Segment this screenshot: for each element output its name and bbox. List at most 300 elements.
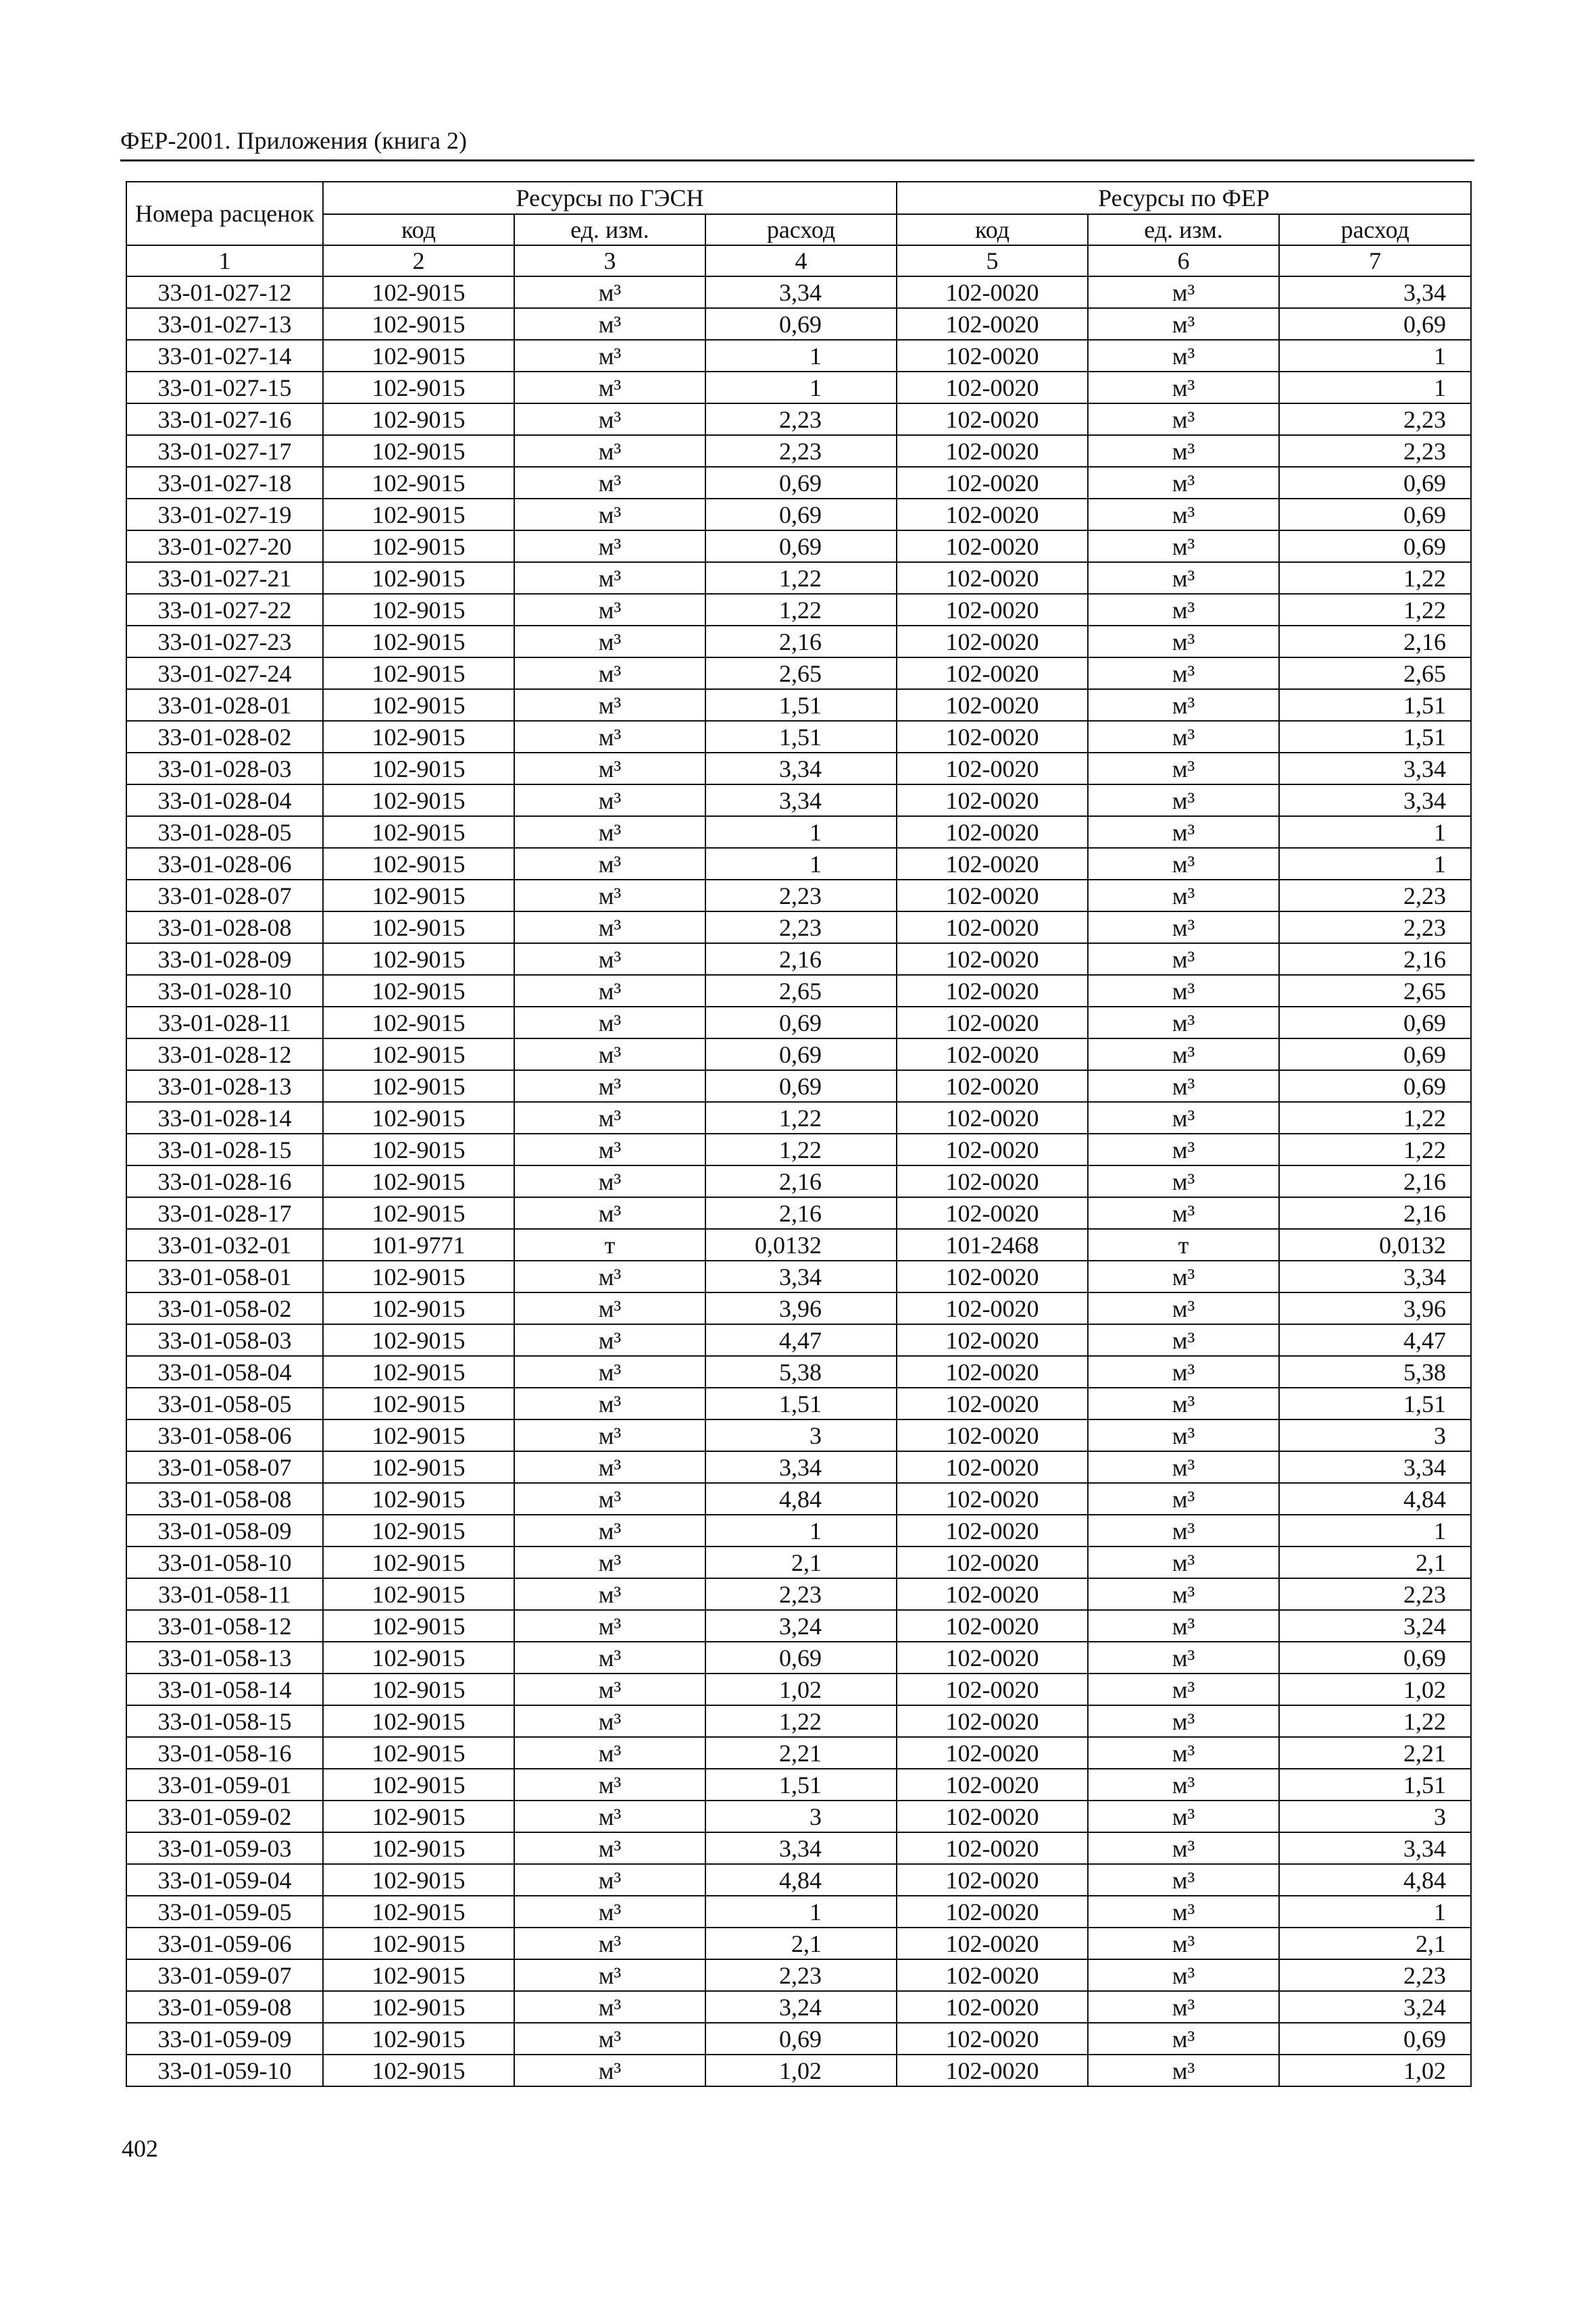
gesn-code-cell: 102-9015 [323,2023,514,2055]
fer-unit-cell: м³ [1088,848,1279,880]
fer-unit-cell: м³ [1088,1864,1279,1896]
fer-qty-cell: 3,24 [1279,1610,1471,1642]
table-row [126,1991,1471,2023]
fer-unit-cell: м³ [1088,657,1279,689]
fer-code-cell: 102-0020 [897,911,1088,943]
gesn-qty-cell: 3,24 [705,1991,897,2023]
gesn-qty-cell: 1 [705,848,897,880]
gesn-code-cell: 102-9015 [323,848,514,880]
fer-code-cell: 102-0020 [897,1388,1088,1419]
gesn-qty-cell: 0,69 [705,499,897,530]
fer-unit-cell: м³ [1088,1705,1279,1737]
gesn-qty-cell: 3 [705,1419,897,1451]
gesn-unit-cell: м³ [514,1578,705,1610]
fer-code-cell: 102-0020 [897,784,1088,816]
fer-qty-cell: 0,69 [1279,530,1471,562]
rate-number-cell: 33-01-058-16 [126,1737,323,1769]
fer-qty-cell: 1,51 [1279,1769,1471,1801]
table-row [126,911,1471,943]
fer-code-cell: 102-0020 [897,753,1088,784]
fer-qty-cell: 3,34 [1279,753,1471,784]
gesn-unit-cell: м³ [514,1388,705,1419]
rate-number-cell: 33-01-059-02 [126,1801,323,1832]
rate-number-cell: 33-01-032-01 [126,1229,323,1261]
fer-unit-cell: м³ [1088,308,1279,340]
fer-code-cell: 102-0020 [897,1451,1088,1483]
gesn-unit-cell: м³ [514,562,705,594]
table-row [126,1134,1471,1165]
gesn-qty-cell: 1,22 [705,562,897,594]
fer-qty-cell: 3,24 [1279,1991,1471,2023]
rate-number-cell: 33-01-027-18 [126,467,323,499]
fer-code-cell: 102-0020 [897,1197,1088,1229]
gesn-code-cell: 102-9015 [323,721,514,753]
gesn-unit-cell: м³ [514,1769,705,1801]
fer-code-cell: 102-0020 [897,1642,1088,1674]
rate-number-cell: 33-01-027-19 [126,499,323,530]
fer-code-cell: 102-0020 [897,626,1088,657]
rate-number-cell: 33-01-027-17 [126,435,323,467]
rate-number-cell: 33-01-059-06 [126,1928,323,1959]
resources-table [126,181,1472,2087]
gesn-code-cell: 101-9771 [323,1229,514,1261]
gesn-code-cell: 102-9015 [323,1165,514,1197]
gesn-qty-cell: 2,23 [705,1959,897,1991]
fer-code-cell: 102-0020 [897,1769,1088,1801]
gesn-unit-cell: м³ [514,1419,705,1451]
fer-code-cell: 102-0020 [897,1419,1088,1451]
gesn-unit-cell: м³ [514,276,705,308]
fer-unit-cell: м³ [1088,1737,1279,1769]
gesn-unit-cell: м³ [514,1356,705,1388]
gesn-qty-cell: 3,34 [705,1832,897,1864]
gesn-code-cell: 102-9015 [323,1483,514,1515]
table-row [126,1546,1471,1578]
gesn-qty-cell: 1,51 [705,689,897,721]
fer-unit-cell: м³ [1088,1769,1279,1801]
column-number: 4 [705,245,897,276]
gesn-unit-cell: м³ [514,1197,705,1229]
fer-unit-cell: м³ [1088,1451,1279,1483]
rate-number-cell: 33-01-028-10 [126,975,323,1007]
gesn-qty-cell: 0,69 [705,1070,897,1102]
fer-code-cell: 102-0020 [897,1102,1088,1134]
fer-qty-cell: 3,34 [1279,1451,1471,1483]
gesn-unit-cell: м³ [514,594,705,626]
fer-code-cell: 102-0020 [897,562,1088,594]
table-row [126,689,1471,721]
gesn-unit-cell: м³ [514,1292,705,1324]
fer-unit-cell: м³ [1088,1832,1279,1864]
gesn-qty-cell: 1,22 [705,1705,897,1737]
header-fer-code: код [897,214,1088,245]
fer-unit-cell: м³ [1088,1896,1279,1928]
fer-code-cell: 102-0020 [897,1038,1088,1070]
gesn-unit-cell: м³ [514,1324,705,1356]
gesn-code-cell: 102-9015 [323,1261,514,1292]
fer-unit-cell: м³ [1088,372,1279,403]
rate-number-cell: 33-01-058-03 [126,1324,323,1356]
fer-qty-cell: 2,16 [1279,943,1471,975]
gesn-code-cell: 102-9015 [323,784,514,816]
fer-code-cell: 102-0020 [897,2055,1088,2086]
gesn-code-cell: 102-9015 [323,1769,514,1801]
table-row [126,1261,1471,1292]
fer-unit-cell: м³ [1088,1959,1279,1991]
fer-code-cell: 102-0020 [897,276,1088,308]
gesn-qty-cell: 2,23 [705,1578,897,1610]
gesn-qty-cell: 1,51 [705,721,897,753]
fer-qty-cell: 0,69 [1279,2023,1471,2055]
fer-qty-cell: 2,21 [1279,1737,1471,1769]
gesn-code-cell: 102-9015 [323,1991,514,2023]
gesn-qty-cell: 2,23 [705,403,897,435]
rate-number-cell: 33-01-027-21 [126,562,323,594]
gesn-qty-cell: 1 [705,1896,897,1928]
gesn-qty-cell: 2,1 [705,1546,897,1578]
fer-qty-cell: 2,16 [1279,1197,1471,1229]
gesn-code-cell: 102-9015 [323,276,514,308]
table-row [126,340,1471,372]
fer-qty-cell: 1,22 [1279,594,1471,626]
table-row [126,1356,1471,1388]
table-row [126,1388,1471,1419]
rate-number-cell: 33-01-058-13 [126,1642,323,1674]
rate-number-cell: 33-01-059-05 [126,1896,323,1928]
fer-unit-cell: м³ [1088,1134,1279,1165]
table-row [126,1197,1471,1229]
table-row [126,816,1471,848]
table-row [126,1610,1471,1642]
fer-code-cell: 102-0020 [897,1705,1088,1737]
gesn-qty-cell: 3,34 [705,784,897,816]
fer-qty-cell: 0,69 [1279,1642,1471,1674]
gesn-unit-cell: м³ [514,499,705,530]
fer-code-cell: 102-0020 [897,1832,1088,1864]
table-row [126,784,1471,816]
fer-qty-cell: 2,16 [1279,626,1471,657]
rate-number-cell: 33-01-058-11 [126,1578,323,1610]
fer-unit-cell: м³ [1088,816,1279,848]
fer-unit-cell: м³ [1088,1546,1279,1578]
fer-qty-cell: 3,96 [1279,1292,1471,1324]
fer-code-cell: 102-0020 [897,1007,1088,1038]
table-row [126,626,1471,657]
table-row [126,1737,1471,1769]
gesn-unit-cell: м³ [514,1515,705,1546]
gesn-code-cell: 102-9015 [323,1388,514,1419]
fer-unit-cell: м³ [1088,1102,1279,1134]
fer-unit-cell: м³ [1088,1483,1279,1515]
fer-unit-cell: м³ [1088,1356,1279,1388]
fer-qty-cell: 1,51 [1279,721,1471,753]
gesn-unit-cell: т [514,1229,705,1261]
table-row [126,372,1471,403]
gesn-unit-cell: м³ [514,975,705,1007]
gesn-unit-cell: м³ [514,1991,705,2023]
gesn-qty-cell: 1 [705,340,897,372]
fer-qty-cell: 1,22 [1279,1705,1471,1737]
table-row [126,1102,1471,1134]
gesn-unit-cell: м³ [514,435,705,467]
gesn-code-cell: 102-9015 [323,1451,514,1483]
fer-code-cell: 102-0020 [897,1324,1088,1356]
gesn-qty-cell: 2,65 [705,657,897,689]
fer-code-cell: 102-0020 [897,1959,1088,1991]
table-row [126,308,1471,340]
fer-code-cell: 102-0020 [897,1928,1088,1959]
gesn-unit-cell: м³ [514,530,705,562]
gesn-qty-cell: 2,65 [705,975,897,1007]
gesn-code-cell: 102-9015 [323,1896,514,1928]
fer-unit-cell: м³ [1088,530,1279,562]
gesn-qty-cell: 1,22 [705,1134,897,1165]
fer-code-cell: 102-0020 [897,975,1088,1007]
gesn-qty-cell: 3,96 [705,1292,897,1324]
fer-code-cell: 102-0020 [897,1261,1088,1292]
fer-unit-cell: м³ [1088,2055,1279,2086]
table-header [126,182,1471,276]
rate-number-cell: 33-01-028-06 [126,848,323,880]
gesn-unit-cell: м³ [514,1642,705,1674]
gesn-qty-cell: 3,34 [705,1451,897,1483]
table-row [126,943,1471,975]
gesn-code-cell: 102-9015 [323,1737,514,1769]
gesn-code-cell: 102-9015 [323,1546,514,1578]
gesn-unit-cell: м³ [514,626,705,657]
fer-qty-cell: 2,65 [1279,975,1471,1007]
fer-qty-cell: 2,65 [1279,657,1471,689]
fer-unit-cell: м³ [1088,1165,1279,1197]
gesn-qty-cell: 1 [705,372,897,403]
gesn-unit-cell: м³ [514,2055,705,2086]
fer-unit-cell: м³ [1088,562,1279,594]
header-rule [120,159,1474,161]
fer-qty-cell: 2,23 [1279,1959,1471,1991]
fer-code-cell: 102-0020 [897,1356,1088,1388]
gesn-qty-cell: 1,02 [705,1674,897,1705]
gesn-qty-cell: 2,16 [705,1165,897,1197]
rate-number-cell: 33-01-028-17 [126,1197,323,1229]
rate-number-cell: 33-01-027-15 [126,372,323,403]
gesn-unit-cell: м³ [514,1864,705,1896]
fer-qty-cell: 2,23 [1279,435,1471,467]
rate-number-cell: 33-01-028-05 [126,816,323,848]
table-row [126,1070,1471,1102]
table-row [126,2023,1471,2055]
fer-qty-cell: 1,22 [1279,1102,1471,1134]
gesn-qty-cell: 2,16 [705,626,897,657]
fer-unit-cell: м³ [1088,467,1279,499]
gesn-unit-cell: м³ [514,943,705,975]
gesn-qty-cell: 0,69 [705,1007,897,1038]
table-row [126,530,1471,562]
table-body [126,276,1471,2086]
fer-unit-cell: т [1088,1229,1279,1261]
rate-number-cell: 33-01-028-07 [126,880,323,911]
fer-unit-cell: м³ [1088,435,1279,467]
table-row [126,1896,1471,1928]
gesn-code-cell: 102-9015 [323,626,514,657]
fer-unit-cell: м³ [1088,943,1279,975]
table-row [126,753,1471,784]
table-row [126,499,1471,530]
table-row [126,1928,1471,1959]
gesn-unit-cell: м³ [514,1483,705,1515]
rate-number-cell: 33-01-027-13 [126,308,323,340]
fer-code-cell: 102-0020 [897,1165,1088,1197]
gesn-code-cell: 102-9015 [323,403,514,435]
fer-unit-cell: м³ [1088,626,1279,657]
fer-unit-cell: м³ [1088,1801,1279,1832]
gesn-unit-cell: м³ [514,1070,705,1102]
gesn-code-cell: 102-9015 [323,1324,514,1356]
gesn-code-cell: 102-9015 [323,499,514,530]
header-gesn-code: код [323,214,514,245]
gesn-qty-cell: 0,69 [705,467,897,499]
header-fer-qty: расход [1279,214,1471,245]
fer-qty-cell: 1,02 [1279,1674,1471,1705]
column-number: 3 [514,245,705,276]
rate-number-cell: 33-01-058-06 [126,1419,323,1451]
table-row [126,2055,1471,2086]
gesn-unit-cell: м³ [514,657,705,689]
rate-number-cell: 33-01-058-02 [126,1292,323,1324]
table-row [126,721,1471,753]
gesn-unit-cell: м³ [514,340,705,372]
fer-qty-cell: 3,34 [1279,1261,1471,1292]
gesn-unit-cell: м³ [514,308,705,340]
fer-code-cell: 102-0020 [897,943,1088,975]
fer-code-cell: 102-0020 [897,403,1088,435]
header-rate-numbers: Номера расценок [126,182,323,245]
rate-number-cell: 33-01-028-16 [126,1165,323,1197]
gesn-qty-cell: 3,24 [705,1610,897,1642]
gesn-unit-cell: м³ [514,1674,705,1705]
fer-code-cell: 102-0020 [897,2023,1088,2055]
table-row [126,1165,1471,1197]
gesn-qty-cell: 0,69 [705,530,897,562]
fer-qty-cell: 0,69 [1279,308,1471,340]
fer-qty-cell: 0,69 [1279,467,1471,499]
gesn-code-cell: 102-9015 [323,689,514,721]
fer-code-cell: 102-0020 [897,1801,1088,1832]
gesn-code-cell: 102-9015 [323,1356,514,1388]
fer-unit-cell: м³ [1088,975,1279,1007]
rate-number-cell: 33-01-027-22 [126,594,323,626]
fer-qty-cell: 2,1 [1279,1928,1471,1959]
table-row [126,975,1471,1007]
gesn-qty-cell: 2,16 [705,943,897,975]
rate-number-cell: 33-01-059-08 [126,1991,323,2023]
table-row [126,1483,1471,1515]
rate-number-cell: 33-01-059-09 [126,2023,323,2055]
fer-unit-cell: м³ [1088,340,1279,372]
header-fer-unit: ед. изм. [1088,214,1279,245]
gesn-qty-cell: 1,51 [705,1769,897,1801]
table-row [126,1801,1471,1832]
rate-number-cell: 33-01-058-09 [126,1515,323,1546]
gesn-qty-cell: 2,23 [705,880,897,911]
table-row [126,1959,1471,1991]
gesn-code-cell: 102-9015 [323,1864,514,1896]
table-row [126,1674,1471,1705]
fer-qty-cell: 0,69 [1279,1070,1471,1102]
gesn-code-cell: 102-9015 [323,880,514,911]
gesn-code-cell: 102-9015 [323,1102,514,1134]
gesn-qty-cell: 0,69 [705,308,897,340]
gesn-qty-cell: 2,16 [705,1197,897,1229]
table-row [126,276,1471,308]
gesn-code-cell: 102-9015 [323,1959,514,1991]
fer-code-cell: 102-0020 [897,1991,1088,2023]
gesn-code-cell: 102-9015 [323,911,514,943]
table-row [126,848,1471,880]
fer-qty-cell: 1,22 [1279,1134,1471,1165]
rate-number-cell: 33-01-027-23 [126,626,323,657]
table-row [126,1324,1471,1356]
column-numbers-row [126,245,1471,276]
rate-number-cell: 33-01-058-15 [126,1705,323,1737]
header-fer-resources: Ресурсы по ФЕР [897,182,1471,214]
rate-number-cell: 33-01-028-04 [126,784,323,816]
fer-qty-cell: 3,34 [1279,276,1471,308]
table-row [126,1038,1471,1070]
fer-code-cell: 102-0020 [897,657,1088,689]
table-row [126,435,1471,467]
fer-unit-cell: м³ [1088,594,1279,626]
gesn-code-cell: 102-9015 [323,1801,514,1832]
fer-unit-cell: м³ [1088,1674,1279,1705]
table-row [126,1705,1471,1737]
gesn-unit-cell: м³ [514,1928,705,1959]
gesn-unit-cell: м³ [514,880,705,911]
fer-code-cell: 102-0020 [897,340,1088,372]
fer-unit-cell: м³ [1088,1515,1279,1546]
fer-qty-cell: 2,23 [1279,911,1471,943]
table-row [126,1832,1471,1864]
rate-number-cell: 33-01-059-07 [126,1959,323,1991]
gesn-code-cell: 102-9015 [323,1705,514,1737]
fer-qty-cell: 4,47 [1279,1324,1471,1356]
fer-qty-cell: 0,0132 [1279,1229,1471,1261]
fer-unit-cell: м³ [1088,1070,1279,1102]
table-row [126,1864,1471,1896]
fer-unit-cell: м³ [1088,276,1279,308]
gesn-code-cell: 102-9015 [323,1134,514,1165]
gesn-unit-cell: м³ [514,911,705,943]
gesn-unit-cell: м³ [514,1134,705,1165]
fer-unit-cell: м³ [1088,1388,1279,1419]
gesn-qty-cell: 5,38 [705,1356,897,1388]
gesn-qty-cell: 0,0132 [705,1229,897,1261]
fer-code-cell: 102-0020 [897,530,1088,562]
header-gesn-resources: Ресурсы по ГЭСН [323,182,897,214]
page-header-title: ФЕР-2001. Приложения (книга 2) [120,127,467,154]
fer-qty-cell: 1 [1279,340,1471,372]
fer-qty-cell: 1,51 [1279,1388,1471,1419]
header-gesn-unit: ед. изм. [514,214,705,245]
gesn-code-cell: 102-9015 [323,1515,514,1546]
rate-number-cell: 33-01-028-03 [126,753,323,784]
gesn-code-cell: 102-9015 [323,657,514,689]
fer-qty-cell: 4,84 [1279,1864,1471,1896]
gesn-code-cell: 102-9015 [323,1928,514,1959]
table-row [126,657,1471,689]
fer-code-cell: 102-0020 [897,594,1088,626]
gesn-code-cell: 102-9015 [323,816,514,848]
fer-code-cell: 102-0020 [897,1674,1088,1705]
